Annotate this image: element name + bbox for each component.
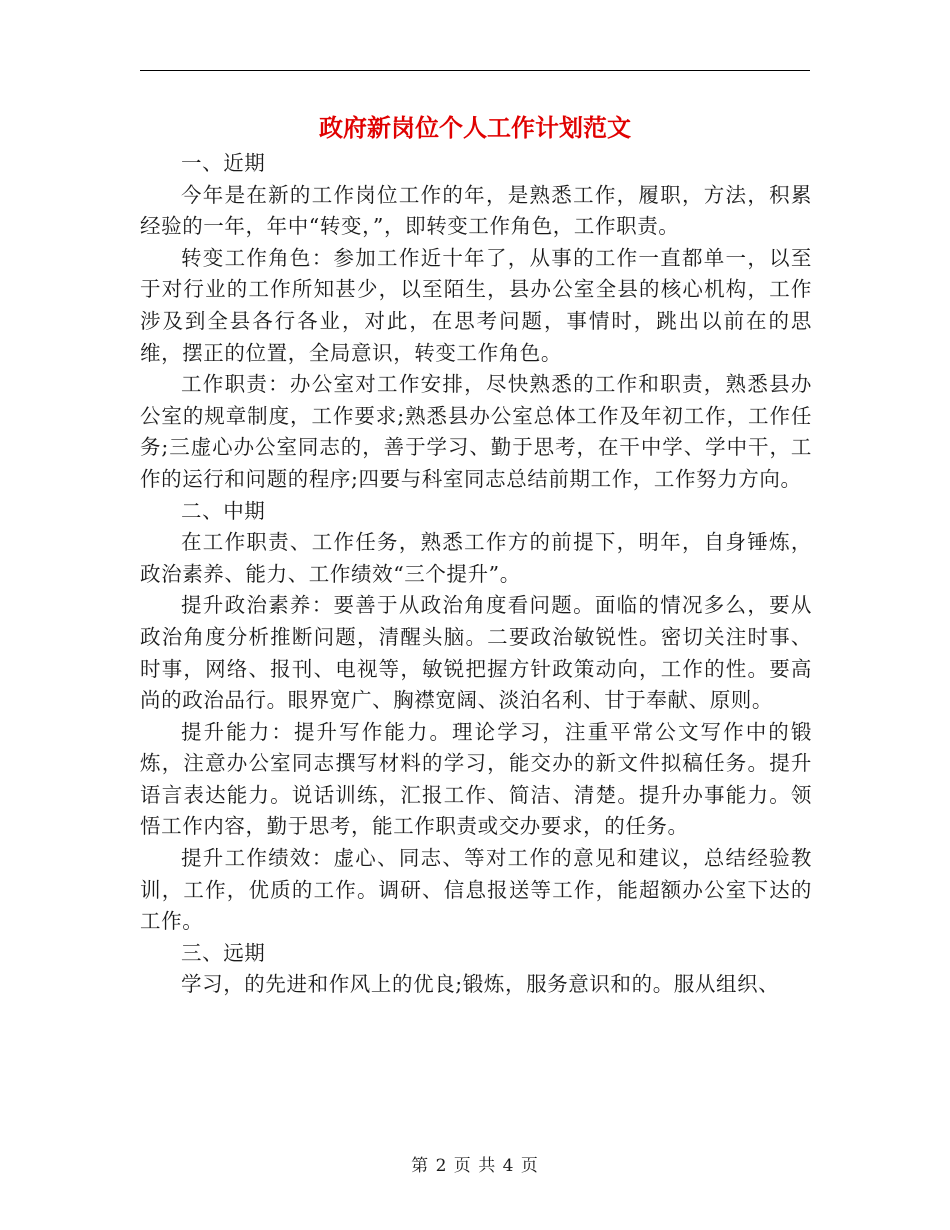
section-heading-mid-term: 二、中期: [181, 498, 266, 523]
section-heading-near-term: 一、近期: [181, 151, 266, 175]
body-paragraph: 转变工作角色：参加工作近十年了，从事的工作一直都单一，以至于对行业的工作所知甚少，以至陌生，县办公室全县的核心机构，工作涉及到全县各行各业，对此，在思考问题，事情时，跳出以前在的思维，摆正的位置，全局意识，转变工作角色。: [140, 245, 812, 365]
document-title: 政府新岗位个人工作计划范文: [319, 113, 631, 142]
body-paragraph: 学习，的先进和作风上的优良;锻炼，服务意识和的。服从组织、: [181, 972, 780, 997]
page-number-footer: 第 2 页 共 4 页: [411, 1156, 539, 1176]
body-paragraph: 工作职责：办公室对工作安排，尽快熟悉的工作和职责，熟悉县办公室的规章制度，工作要求;熟悉县办公室总体工作及年初工作，工作任务;三虚心办公室同志的，善于学习、勤于思考，在干中学、学中干，工作的运行和问题的程序;四要与科室同志总结前期工作，工作努力方向。: [140, 372, 812, 491]
body-paragraph: 提升能力：提升写作能力。理论学习，注重平常公文写作中的锻炼，注意办公室同志撰写材料的学习，能交办的新文件拟稿任务。提升语言表达能力。说话训练，汇报工作、简洁、清楚。提升办事能力。领悟工作内容，勤于思考，能工作职责或交办要求，的任务。: [140, 719, 812, 839]
body-paragraph: 提升政治素养：要善于从政治角度看问题。面临的情况多么，要从政治角度分析推断问题，清醒头脑。二要政治敏锐性。密切关注时事、时事，网络、报刊、电视等，敏锐把握方针政策动向，工作的性。要高尚的政治品行。眼界宽广、胸襟宽阔、淡泊名利、甘于奉献、原则。: [140, 593, 812, 713]
document-body: [140, 148, 812, 1001]
section-heading-long-term: 三、远期: [181, 940, 266, 965]
body-paragraph: 今年是在新的工作岗位工作的年，是熟悉工作，履职，方法，积累经验的一年，年中“转变，”，即转变工作角色，工作职责。: [140, 182, 812, 239]
body-paragraph: 提升工作绩效：虚心、同志、等对工作的意见和建议，总结经验教训，工作，优质的工作。调研、信息报送等工作，能超额办公室下达的工作。: [140, 846, 812, 934]
header-rule: [140, 70, 810, 71]
body-paragraph: 在工作职责、工作任务，熟悉工作方的前提下，明年，自身锤炼，政治素养、能力、工作绩效“三个提升”。: [140, 530, 812, 586]
